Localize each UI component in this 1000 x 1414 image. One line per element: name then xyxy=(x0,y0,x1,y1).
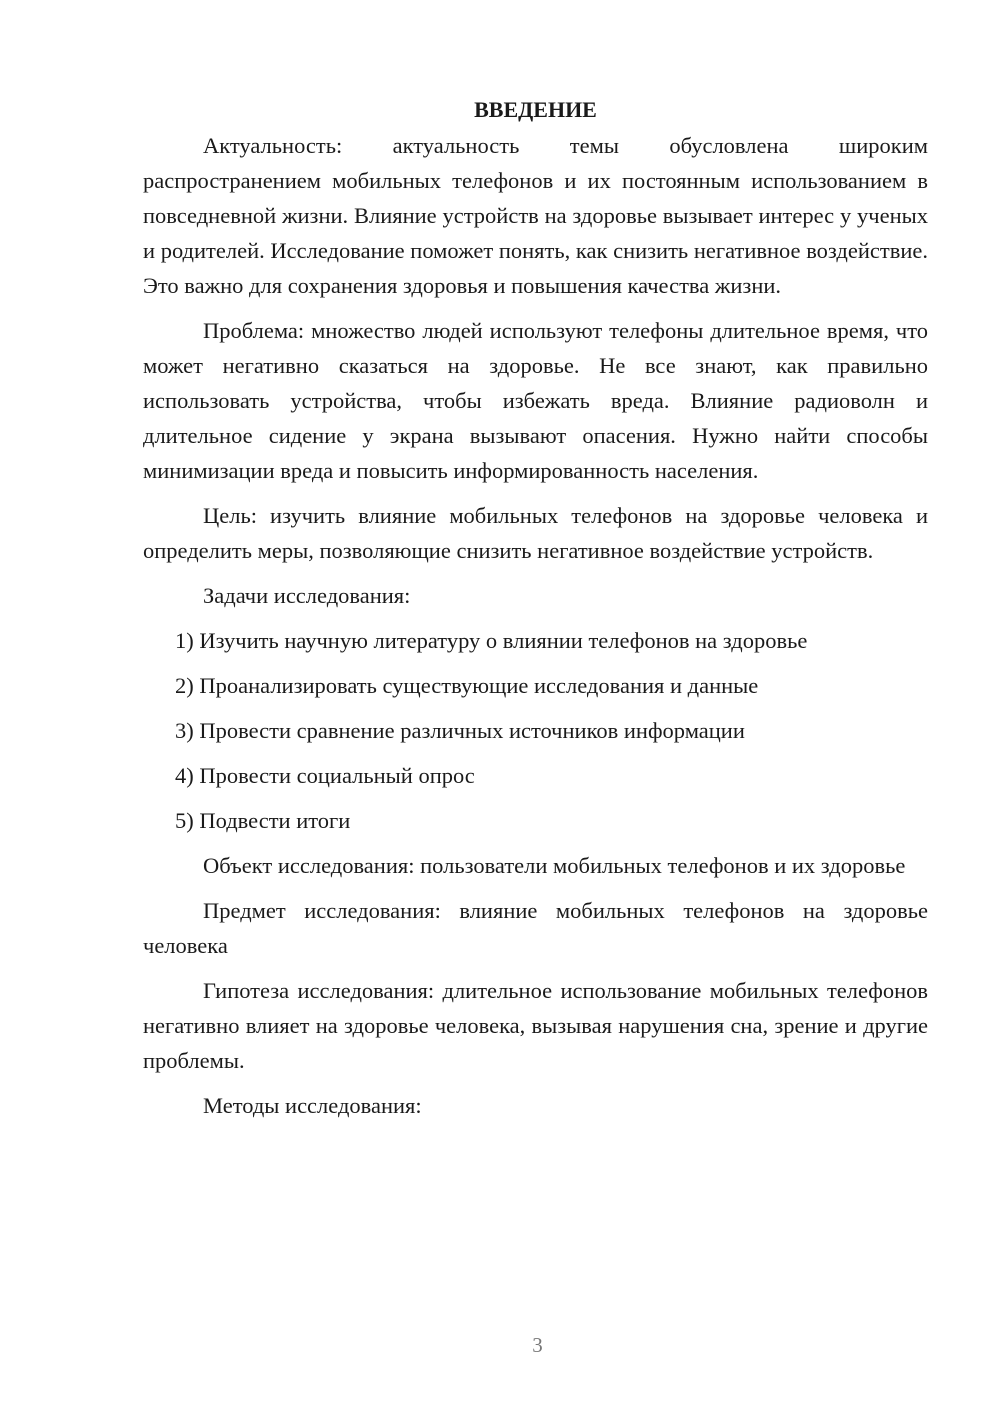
page-number: 3 xyxy=(532,1333,543,1357)
paragraph-hypothesis: Гипотеза исследования: длительное использование мобильных телефонов негативно влияет на здоровье человека, вызывая нарушения сна, зрение и другие проблемы. xyxy=(143,978,928,1073)
list-item: 5) Подвести итоги xyxy=(175,808,351,833)
paragraph-object: Объект исследования: пользователи мобильных телефонов и их здоровье xyxy=(203,853,906,878)
paragraph-goal: Цель: изучить влияние мобильных телефонов на здоровье человека и определить меры, позволяющие снизить негативное воздействие устройств. xyxy=(143,503,928,563)
paragraph-subject: Предмет исследования: влияние мобильных телефонов на здоровье человека xyxy=(143,898,928,958)
list-item: 3) Провести сравнение различных источников информации xyxy=(175,718,745,743)
methods-heading: Методы исследования: xyxy=(203,1093,422,1118)
paragraph-relevance: Актуальность: актуальность темы обусловлена широким распространением мобильных телефонов и их постоянным использованием в повседневной жизни. Влияние устройств на здоровье вызывает интерес у ученых и родителей. Исследование поможет понять, как снизить негативное воздействие. Это важно для сохранения здоровья и повышения качества жизни. xyxy=(143,133,928,298)
list-item: 1) Изучить научную литературу о влиянии телефонов на здоровье xyxy=(175,628,808,653)
page-body xyxy=(143,92,928,1133)
list-item: 4) Провести социальный опрос xyxy=(175,763,475,788)
tasks-heading: Задачи исследования: xyxy=(203,583,411,608)
list-item: 2) Проанализировать существующие исследования и данные xyxy=(175,673,759,698)
tasks-list xyxy=(143,623,928,838)
paragraph-problem: Проблема: множество людей используют телефоны длительное время, что может негативно сказаться на здоровье. Не все знают, как правильно использовать устройства, чтобы избежать вреда. Влияние радиоволн и длительное сидение у экрана вызывают опасения. Нужно найти способы минимизации вреда и повысить информированность населения. xyxy=(143,318,928,483)
section-title: ВВЕДЕНИЕ xyxy=(474,97,597,122)
